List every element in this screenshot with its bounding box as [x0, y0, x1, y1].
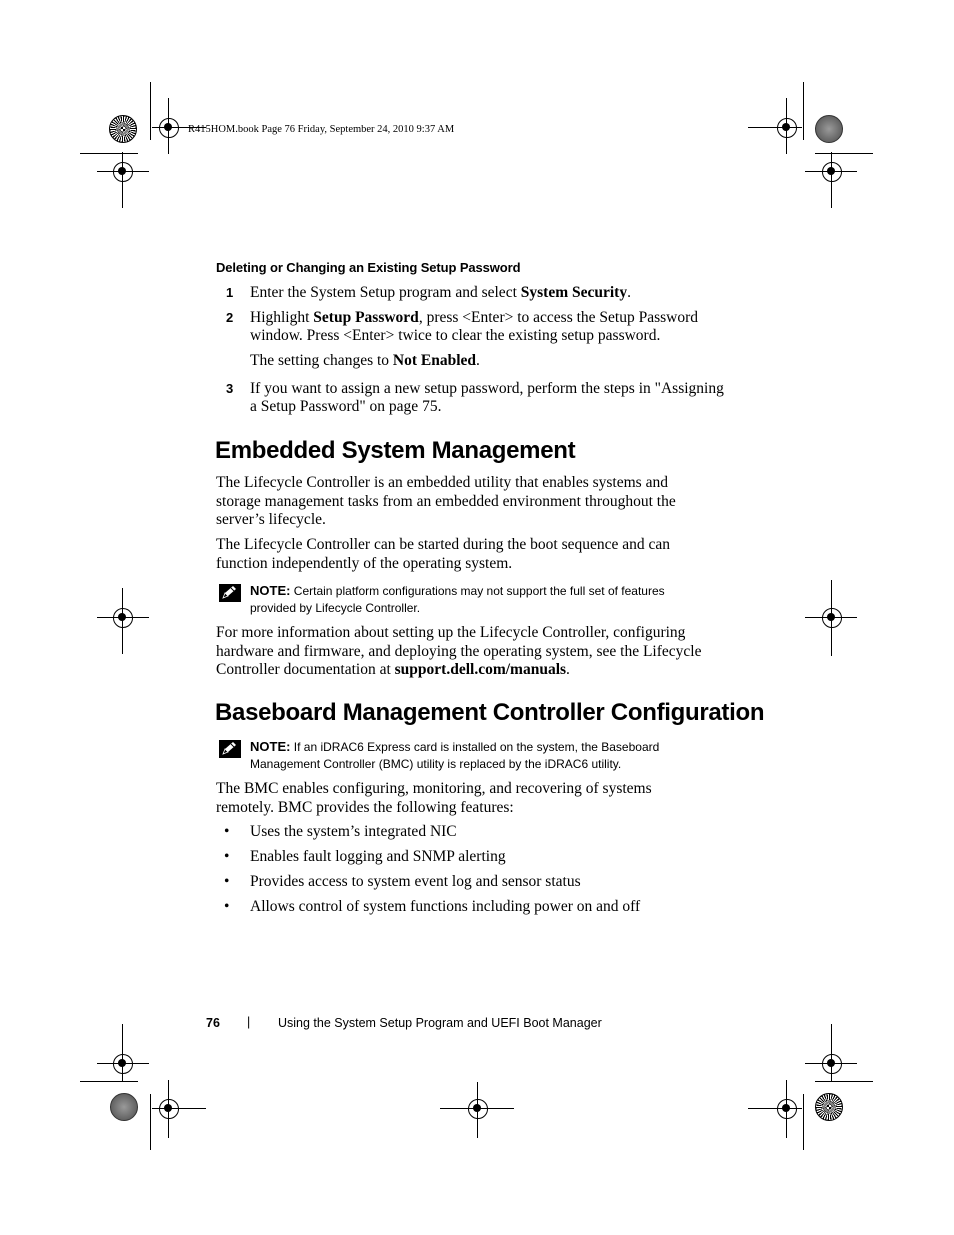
list-item: Allows control of system functions including power on and off	[250, 898, 641, 915]
support-link[interactable]: support.dell.com/manuals	[394, 661, 567, 679]
step-1-text: Enter the System Setup program and select System Security.	[250, 284, 631, 301]
heading-embedded-system-management: Embedded System Management	[215, 437, 576, 464]
paragraph: The Lifecycle Controller can be started during the boot sequence and can function independently of the operating system.	[216, 536, 671, 572]
step-3-text: If you want to assign a new setup password, perform the steps in "Assigning	[250, 380, 724, 397]
note-text: NOTE: Certain platform configurations may not support the full set of features provided by Lifecycle Controller.	[250, 583, 665, 615]
list-item: Uses the system’s integrated NIC	[250, 823, 457, 840]
paragraph: For more information about setting up the Lifecycle Controller, configuring hardware and firmware, and deploying the operating system, see the Lifecycle Controller documentation at support.dell.com/manuals.	[216, 624, 702, 679]
list-item: Enables fault logging and SNMP alerting	[250, 848, 506, 865]
step-number: 3	[226, 381, 234, 396]
step-3-text-line2: a Setup Password" on page 75.	[250, 398, 442, 415]
step-2-text: Highlight Setup Password, press <Enter> to access the Setup Password	[250, 309, 699, 326]
setting-changes-text: The setting changes to Not Enabled.	[250, 352, 480, 369]
step-number: 2	[226, 310, 234, 325]
note-pencil-icon	[219, 584, 241, 602]
list-item: Provides access to system event log and sensor status	[250, 873, 581, 890]
note-text: NOTE: If an iDRAC6 Express card is installed on the system, the Baseboard Management Controller (BMC) utility is replaced by the iDRAC6 utility.	[250, 739, 660, 771]
step-number: 1	[226, 285, 234, 300]
step-2-text-line2: window. Press <Enter> twice to clear the existing setup password.	[250, 327, 661, 344]
note-pencil-icon	[219, 740, 241, 758]
heading-bmc-configuration: Baseboard Management Controller Configuration	[215, 699, 765, 726]
bullet-marker: •	[224, 898, 230, 915]
paragraph: The BMC enables configuring, monitoring, and recovering of systems remotely. BMC provides the following features:	[216, 780, 652, 816]
bullet-marker: •	[224, 873, 230, 890]
bullet-marker: •	[224, 823, 230, 840]
bullet-marker: •	[224, 848, 230, 865]
footer-chapter-title: Using the System Setup Program and UEFI Boot Manager	[278, 1016, 602, 1030]
page-number: 76	[206, 1016, 220, 1030]
book-info-line: R415HOM.book Page 76 Friday, September 24, 2010 9:37 AM	[188, 124, 455, 135]
paragraph: The Lifecycle Controller is an embedded utility that enables systems and storage management tasks from an embedded environment throughout the server’s lifecycle.	[216, 474, 676, 529]
subsection-title: Deleting or Changing an Existing Setup Password	[216, 260, 521, 275]
footer-separator: |	[247, 1015, 251, 1029]
